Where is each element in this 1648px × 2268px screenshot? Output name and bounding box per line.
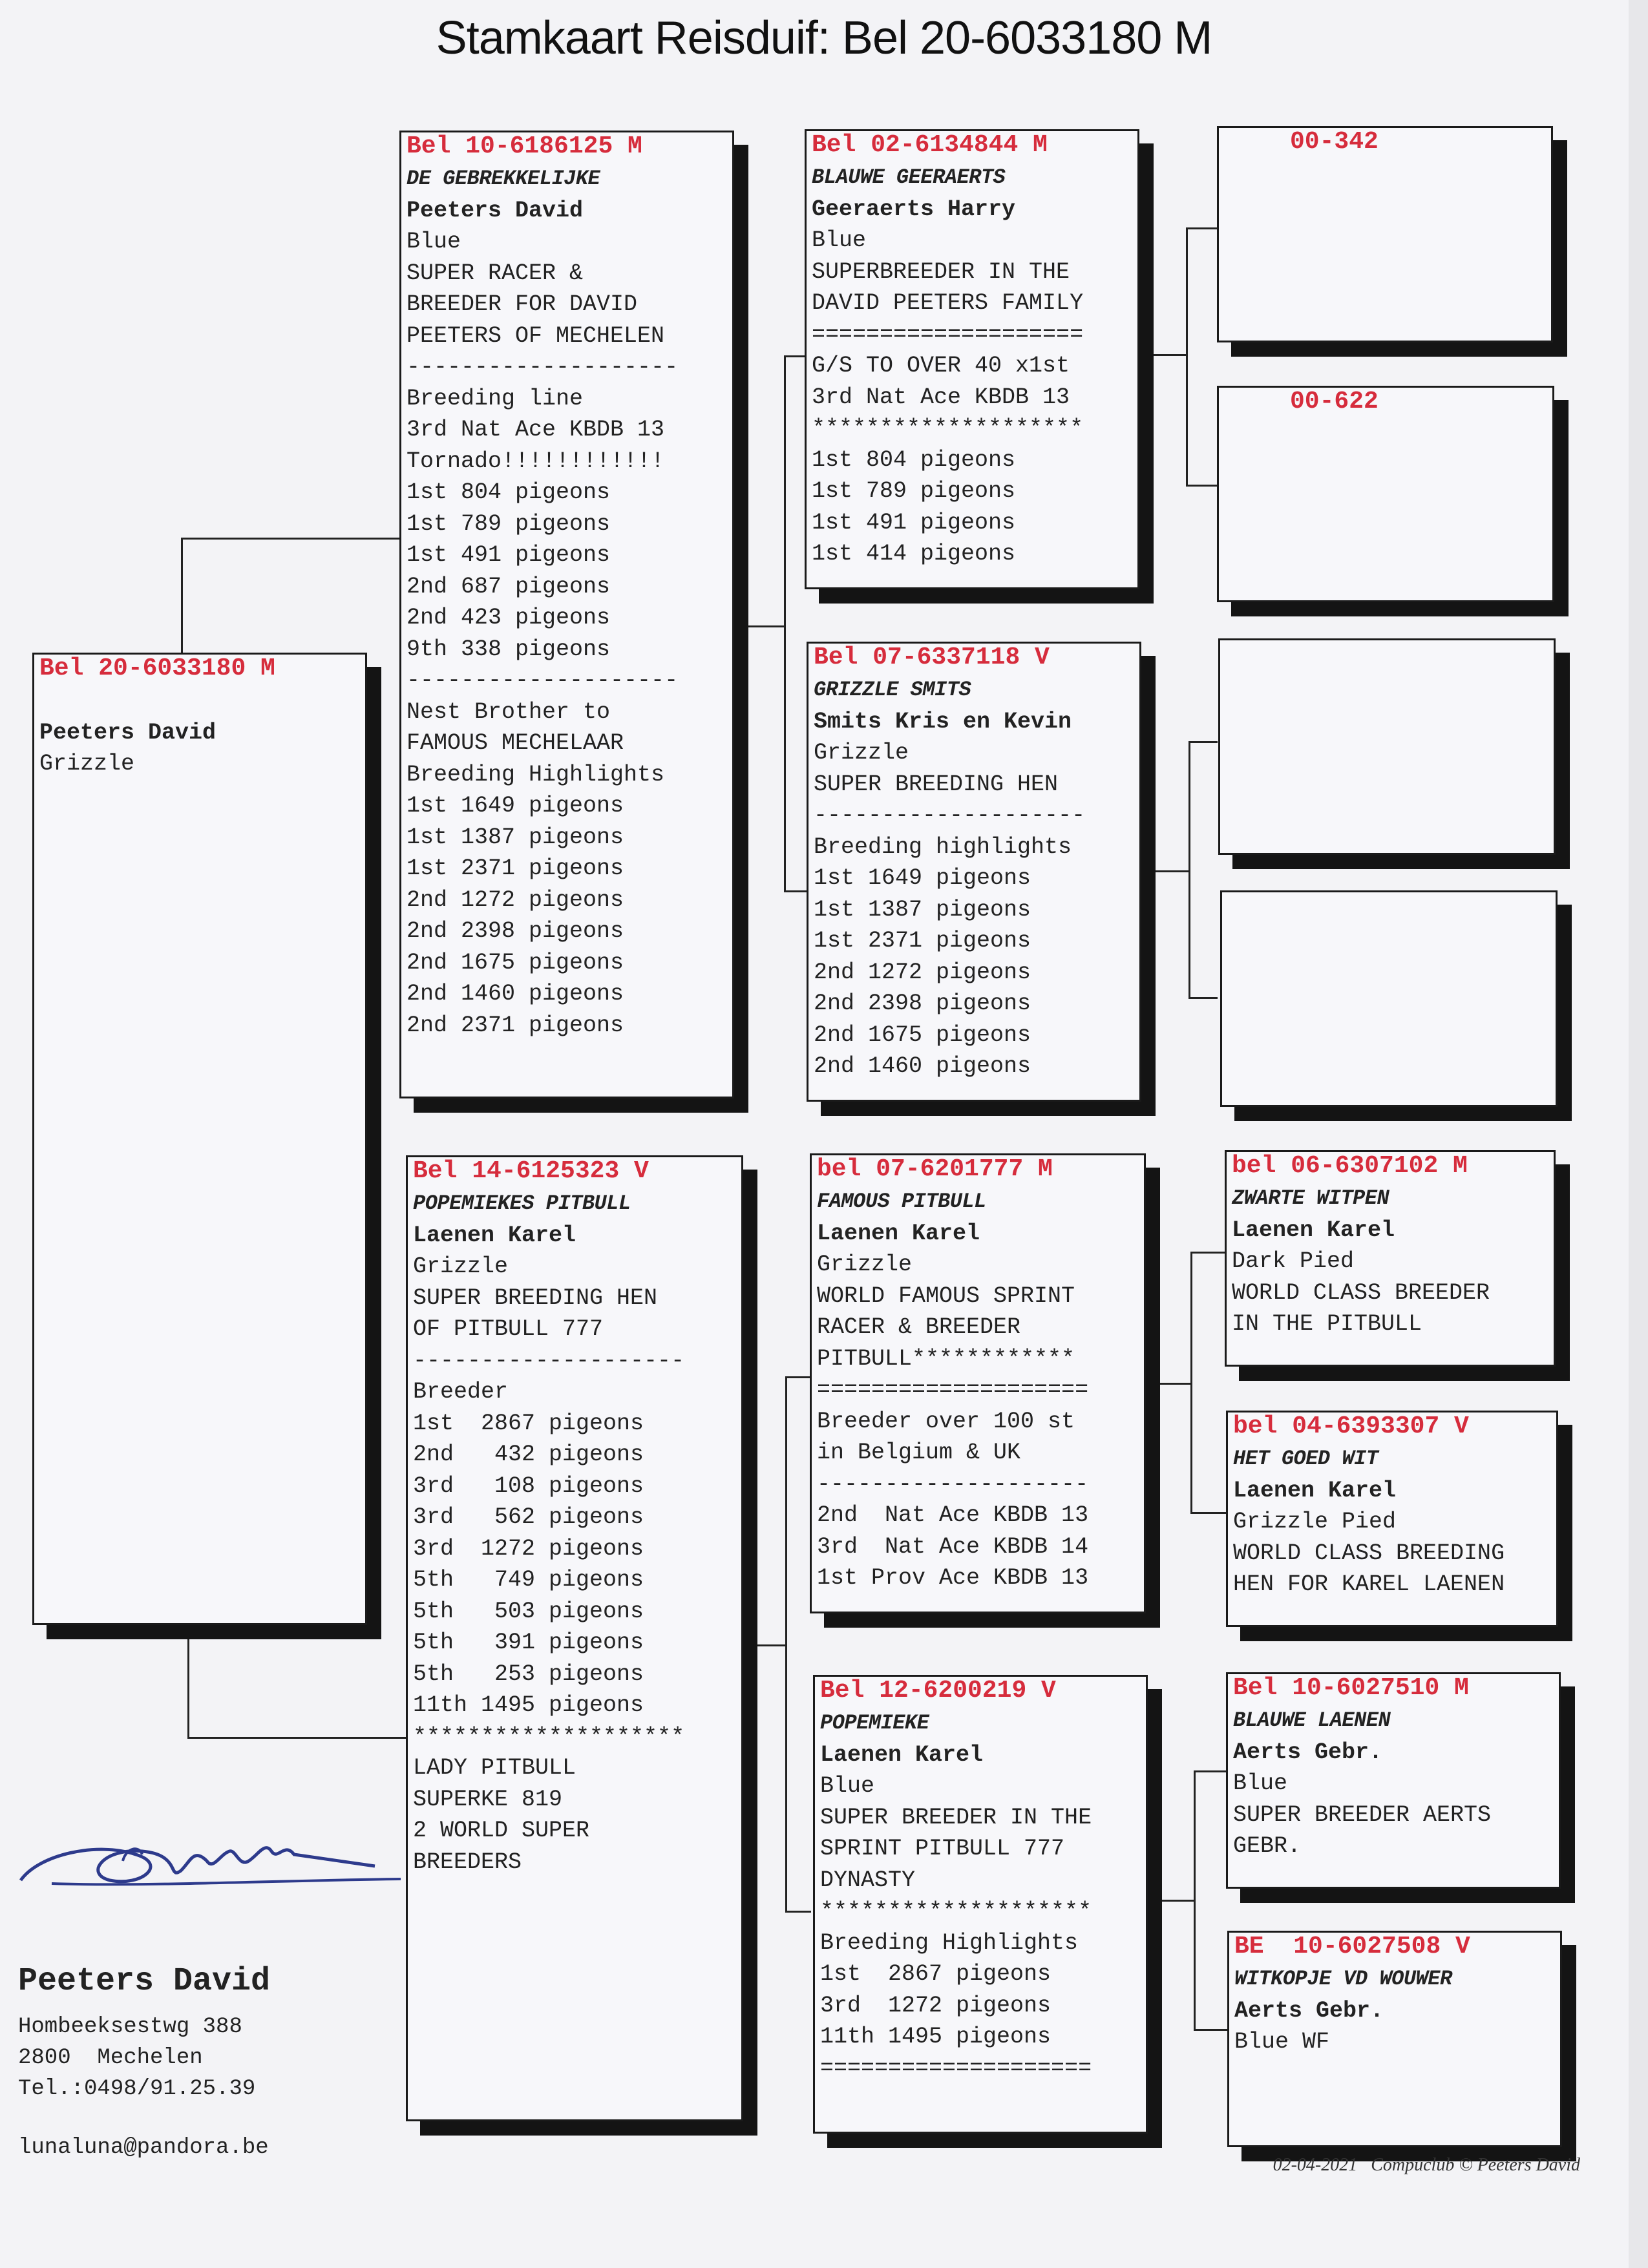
sire-sire-card [805,129,1139,589]
dds-card [1226,1672,1561,1889]
note-line: BREEDER FOR DAVID [407,291,638,317]
connector [1190,1252,1192,1513]
pigeon-name: DE GEBREKKELIJKE [407,167,600,191]
color: Blue [1233,1770,1288,1796]
note-line: SUPER BREEDER IN THE [820,1804,1092,1831]
notes [1233,1800,1559,1862]
note-line: ==================== [820,2055,1092,2081]
connector [1190,1252,1226,1254]
note-line: 9th 338 pigeons [407,636,611,662]
connector [785,1376,811,1378]
ring-number: Bel 10-6027510 M [1233,1674,1469,1702]
note-line: 3rd 562 pigeons [413,1504,644,1530]
pigeon-name: BLAUWE GEERAERTS [812,165,1006,189]
connector [1150,354,1188,356]
connector [784,890,807,892]
notes [812,257,1137,570]
note-line: RACER & BREEDER [817,1314,1021,1340]
owner-name: Smits Kris en Kevin [814,708,1072,735]
pigeon-name: WITKOPJE VD WOUWER [1234,1967,1452,1991]
color: Grizzle [39,751,135,777]
note-line: 2nd 2371 pigeons [407,1012,624,1038]
note-line: SUPER BREEDING HEN [413,1285,658,1311]
note-line: 2nd 2398 pigeons [814,991,1031,1016]
connector [743,1644,787,1646]
note-line: -------------------- [407,667,679,693]
note-line: 2nd 2398 pigeons [407,918,624,944]
note-line: GEBR. [1233,1833,1302,1859]
note-line: 1st 414 pigeons [812,541,1016,567]
note-line: 2nd 1460 pigeons [407,981,624,1007]
connector [1186,227,1217,229]
dam-card [406,1155,743,2121]
breeder-name: Peeters David [18,1963,271,2000]
pigeon-name: POPEMIEKES PITBULL [413,1192,631,1215]
note-line: G/S TO OVER 40 x1st [812,353,1070,379]
note-line: 3rd Nat Ace KBDB 13 [812,384,1070,410]
note-line: 1st 1387 pigeons [814,896,1031,923]
connector [1157,1383,1192,1385]
connector [1190,1512,1226,1514]
note-line: 1st 789 pigeons [407,510,611,537]
note-line: WORLD FAMOUS SPRINT [817,1283,1075,1309]
connector [1188,997,1218,999]
ring-number: bel 07-6201777 M [817,1155,1053,1183]
ring-number: BE 10-6027508 V [1234,1933,1470,1960]
note-line: -------------------- [413,1347,685,1374]
connector [1154,870,1190,872]
note-line: 1st 804 pigeons [812,446,1016,473]
pigeon-name: ZWARTE WITPEN [1232,1186,1389,1210]
note-line: Breeding line [407,385,584,412]
pigeon-name: POPEMIEKE [820,1711,929,1735]
note-line: in Belgium & UK [817,1440,1021,1465]
note-line: LADY PITBULL [413,1755,576,1781]
note-line: 3rd 108 pigeons [413,1473,644,1499]
notes [1232,1277,1554,1340]
color: Dark Pied [1232,1248,1355,1274]
notes [820,1802,1146,2084]
note-line: 2nd 1675 pigeons [407,949,624,976]
note-line: Breeding highlights [814,834,1072,860]
note-line: 5th 503 pigeons [413,1598,644,1624]
note-line: SUPERBREEDER IN THE [812,258,1070,285]
scan-edge [1629,0,1648,2268]
ring-number: 00-622 [1290,388,1379,415]
note-line: ******************** [812,415,1084,441]
subject-card [32,653,367,1625]
pigeon-name: GRIZZLE SMITS [814,678,971,702]
note-line: 3rd Nat Ace KBDB 14 [817,1533,1089,1560]
note-line: PITBULL************ [817,1345,1075,1372]
note-line: SUPER RACER & [407,260,584,286]
owner-name: Peeters David [407,197,584,224]
connector [785,1376,787,1913]
print-stamp: 02-04-2021 Compuclub © Peeters David [1273,2155,1580,2175]
note-line: 2nd 432 pigeons [413,1442,644,1467]
connector [785,1911,811,1913]
breeder-phone: Tel.:0498/91.25.39 [18,2077,256,2101]
ring-number: Bel 07-6337118 V [814,644,1050,671]
note-line: 2nd Nat Ace KBDB 13 [817,1502,1089,1528]
notes [814,769,1139,1082]
note-line: -------------------- [814,803,1086,828]
ring-number: bel 06-6307102 M [1232,1152,1468,1180]
dsd-card [1226,1411,1558,1627]
note-line: 1st 2867 pigeons [413,1410,644,1436]
note-line: Nest Brother to [407,698,611,725]
note-line: 2nd 1460 pigeons [814,1053,1031,1079]
note-line: Breeding Highlights [407,761,665,788]
note-line: 11th 1495 pigeons [820,2024,1051,2050]
connector [1194,2029,1227,2031]
note-line: 1st 1387 pigeons [407,824,624,850]
note-line: 5th 391 pigeons [413,1630,644,1655]
breeder-email: lunaluna@pandora.be [18,2136,269,2160]
note-line: 1st 2867 pigeons [820,1961,1051,1987]
connector [187,1625,189,1738]
note-line: WORLD CLASS BREEDER [1232,1279,1490,1306]
dam-sire-card [810,1153,1146,1613]
sss-card [1217,126,1553,342]
pigeon-name: HET GOED WIT [1233,1447,1379,1471]
note-line: ==================== [817,1377,1089,1403]
pigeon-name: BLAUWE LAENEN [1233,1708,1391,1732]
color: Blue [820,1773,875,1799]
note-line: Breeder over 100 st [817,1408,1075,1434]
note-line: FAMOUS MECHELAAR [407,730,624,756]
note-line: 2nd 1272 pigeons [407,887,624,913]
connector [1186,485,1217,487]
note-line: 1st 789 pigeons [812,478,1016,504]
connector [181,538,399,540]
color: Blue [407,229,461,255]
note-line: 2nd 1272 pigeons [814,959,1031,985]
color: Grizzle Pied [1233,1509,1397,1535]
ring-number: Bel 14-6125323 V [413,1157,649,1185]
sds-card [1218,638,1556,855]
note-line: 3rd 1272 pigeons [413,1535,644,1562]
connector [187,1737,407,1739]
ring-number: Bel 12-6200219 V [820,1677,1056,1705]
note-line: Breeder [413,1379,509,1405]
note-line: 5th 749 pigeons [413,1567,644,1593]
dam-dam-card [813,1675,1148,2134]
sdd-card [1220,890,1558,1107]
note-line: BREEDERS [413,1849,522,1875]
note-line: 2 WORLD SUPER [413,1818,590,1843]
note-line: -------------------- [817,1471,1089,1497]
note-line: 3rd 1272 pigeons [820,1992,1051,2019]
note-line: WORLD CLASS BREEDING [1233,1540,1505,1566]
note-line: 5th 253 pigeons [413,1661,644,1687]
owner-name: Aerts Gebr. [1234,1997,1384,2024]
note-line: 3rd Nat Ace KBDB 13 [407,417,665,443]
note-line: PEETERS OF MECHELEN [407,322,665,349]
owner-name: Laenen Karel [820,1741,984,1768]
note-line: Tornado!!!!!!!!!!!! [407,448,665,474]
notes [1233,1538,1556,1601]
connector [181,538,183,653]
connector [1188,741,1190,998]
note-line: DYNASTY [820,1867,916,1893]
note-line: 1st 804 pigeons [407,479,611,505]
color: Grizzle [413,1254,509,1279]
connector [1188,741,1218,743]
note-line: 2nd 1675 pigeons [814,1022,1031,1048]
dss-card [1225,1150,1556,1367]
owner-name: Laenen Karel [1232,1217,1395,1243]
sire-dam-card [807,642,1141,1102]
connector [1194,1770,1227,1772]
connector [784,355,786,892]
note-line: 1st 2371 pigeons [407,856,624,881]
note-line: SUPER BREEDER AERTS [1233,1801,1492,1828]
owner-name: Peeters David [39,719,217,746]
note-line: OF PITBULL 777 [413,1316,604,1342]
breeder-city: 2800 Mechelen [18,2046,203,2070]
owner-name: Aerts Gebr. [1233,1739,1383,1765]
connector [1186,227,1188,486]
color: Grizzle [817,1252,913,1277]
breeder-street: Hombeeksestwg 388 [18,2015,242,2039]
notes [407,258,732,1042]
ring-number: 00-342 [1290,128,1379,156]
owner-name: Geeraerts Harry [812,196,1016,222]
pigeon-name: FAMOUS PITBULL [817,1190,986,1213]
signature-image [13,1790,414,1900]
owner-name: Laenen Karel [413,1222,576,1248]
note-line: ******************** [413,1723,685,1750]
color: Blue [812,227,867,253]
note-line: 1st 1649 pigeons [407,793,624,819]
note-line: SPRINT PITBULL 777 [820,1836,1065,1862]
ring-number: bel 04-6393307 V [1233,1412,1469,1440]
ring-number: Bel 10-6186125 M [407,132,642,160]
connector [1160,1900,1196,1902]
note-line: 2nd 687 pigeons [407,573,611,600]
note-line: 11th 1495 pigeons [413,1692,644,1718]
notes [817,1281,1144,1594]
owner-name: Laenen Karel [1233,1477,1397,1504]
connector [734,625,785,627]
note-line: HEN FOR KAREL LAENEN [1233,1571,1505,1597]
note-line: -------------------- [407,354,679,380]
ssd-card [1217,386,1554,602]
note-line: ==================== [812,321,1084,348]
owner-name: Laenen Karel [817,1220,980,1246]
page-title: Stamkaart Reisduif: Bel 20-6033180 M [436,12,1212,64]
note-line: SUPER BREEDING HEN [814,771,1059,797]
note-line: 1st 491 pigeons [407,542,611,568]
note-line: 1st Prov Ace KBDB 13 [817,1565,1089,1591]
note-line: 1st 2371 pigeons [814,928,1031,954]
note-line: SUPERKE 819 [413,1786,563,1812]
note-line: Breeding Highlights [820,1929,1079,1956]
color: Grizzle [814,740,909,766]
note-line: IN THE PITBULL [1232,1311,1422,1337]
notes [413,1283,741,1878]
sire-card [399,131,734,1098]
connector [1194,1770,1196,2030]
connector [784,355,806,357]
note-line: DAVID PEETERS FAMILY [812,290,1084,316]
note-line: 2nd 423 pigeons [407,605,611,631]
ring-number: Bel 20-6033180 M [39,655,275,682]
note-line: 1st 491 pigeons [812,509,1016,536]
note-line: ******************** [820,1898,1092,1924]
ddd-card [1227,1931,1562,2147]
ring-number: Bel 02-6134844 M [812,131,1048,159]
color: Blue WF [1234,2029,1330,2055]
note-line: 1st 1649 pigeons [814,865,1031,891]
